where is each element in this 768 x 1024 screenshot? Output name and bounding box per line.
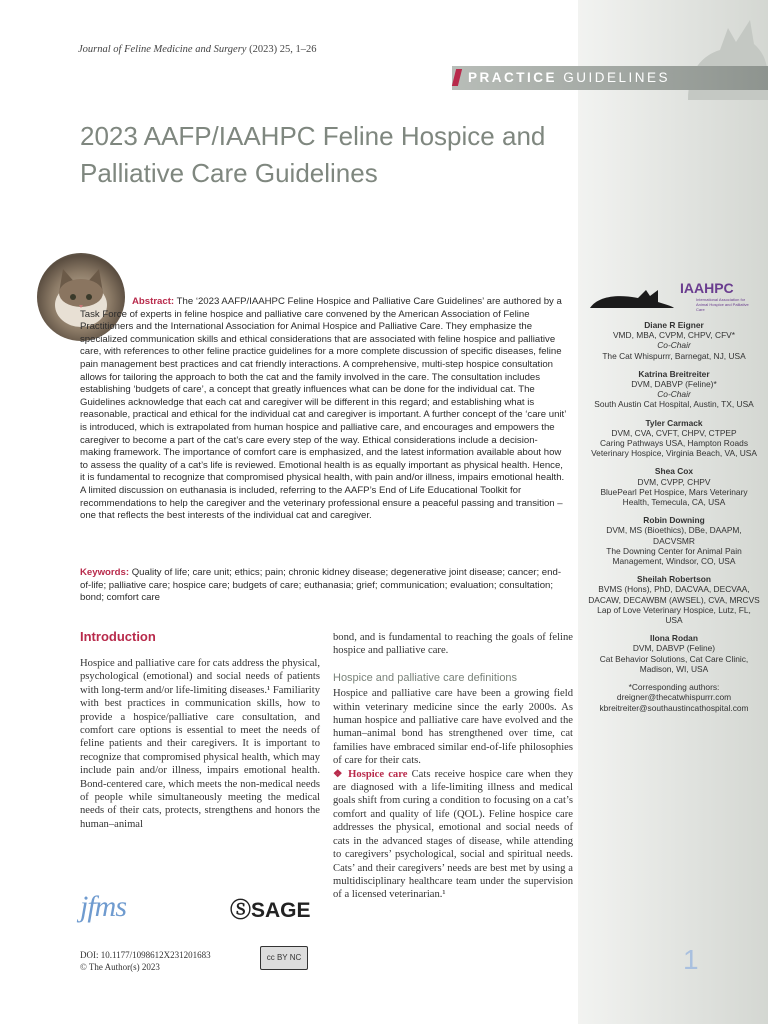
author-entry: [588, 633, 760, 674]
author-credentials: DVM, DABVP (Feline)*: [631, 379, 717, 390]
col2-top-text: bond, and is fundamental to reaching the goals of feline hospice and palliative care.: [333, 632, 573, 657]
author-name: Tyler Carmack: [645, 417, 703, 428]
col2-paragraph-2: [333, 768, 573, 902]
organization-logos: [588, 278, 758, 312]
author-credentials: DVM, CVPP, CHPV: [637, 476, 711, 487]
author-credentials: VMD, MBA, CVPM, CHPV, CFV*: [612, 330, 736, 341]
intro-column-1: Hospice and palliative care for cats address the physical, psychological (emotional) and social needs of patients with long-term and/or life-limiting diseases.¹ Familiarity with best practices in communication skills, how to provide a hospice/palliative care consultation, and comfort care options is essential to meet the needs of feline patients and their caregivers. It is important to recognize that compromised physical health, which may include pain and/or illness, impairs emotional health. Bond-centered care, which meets the non-medical needs of people while simultaneously meeting the medical needs of their cats, protects, strengthens and honors the human–animal: [80, 658, 320, 830]
author-affiliation: The Downing Center for Animal Pain Management, Windsor, CO, USA: [606, 545, 742, 567]
banner-rest: GUIDELINES: [557, 70, 671, 85]
author-affiliation: Lap of Love Veterinary Hospice, Lutz, FL, USA: [597, 604, 751, 626]
journal-name: Journal of Feline Medicine and Surgery: [78, 44, 247, 55]
keywords-label: Keywords:: [80, 567, 130, 578]
abstract: [80, 296, 568, 523]
cc-license-badge[interactable]: cc BY NC: [260, 946, 308, 970]
author-role: Co-Chair: [657, 389, 691, 400]
intro-column-2: [333, 631, 573, 902]
jfms-logo: jfms: [80, 890, 127, 923]
keywords-text: Quality of life; care unit; ethics; pain; chronic kidney disease; degenerative joint disease; cancer; end-of-life; palliative care; hospice care; budgets of care; euthanasia; grief; communication; evaluation; consultation; bond; comfort care: [80, 567, 562, 604]
doi[interactable]: DOI: 10.1177/1098612X231201683: [80, 950, 211, 960]
col2-paragraph-1: Hospice and palliative care have been a growing field within veterinary medicine since the early 2000s. As human hospice and palliative care have evolved and the human–animal bond has strengthened over time, cat families have embraced similar end-of-life philosophies of care for their cats.: [333, 688, 573, 767]
banner-bold: PRACTICE: [468, 70, 558, 85]
author-credentials: DVM, CVA, CVFT, CHPV, CTPEP: [611, 427, 737, 438]
author-entry: [588, 574, 760, 625]
author-name: Diane R Eigner: [644, 320, 704, 330]
author-affiliation: Cat Behavior Solutions, Cat Care Clinic, Madison, WI, USA: [599, 653, 749, 674]
sage-logo: [230, 894, 311, 924]
sage-s-icon: Ⓢ: [230, 899, 251, 922]
author-list: [588, 320, 760, 713]
page-number: 1: [683, 944, 699, 975]
author-entry: [588, 515, 760, 566]
hospice-care-text: Cats receive hospice care when they are diagnosed with a life-limiting illness and medical goals shift from curing a condition to focusing on a cat’s comfort and quality of life (QOL). Feline hospice care addresses the physical, emotional and social needs of cats in the advanced stages of disease, while attending to caregivers’ psychological, social and spiritual needs. Cats’ and their caregivers’ needs are best met by using a multidisciplinary healthcare team under the supervision of a licensed veterinarian.¹: [333, 768, 573, 901]
keywords: [80, 567, 568, 605]
practice-guidelines-banner: [452, 66, 768, 90]
copyright: © The Author(s) 2023: [80, 962, 160, 972]
author-affiliation: The Cat Whispurrr, Barnegat, NJ, USA: [602, 350, 746, 361]
publisher-logos: [80, 890, 320, 930]
abstract-label: Abstract:: [132, 296, 175, 307]
author-credentials: DVM, DABVP (Feline): [632, 643, 716, 654]
author-entry: [588, 320, 760, 361]
footer: [80, 949, 211, 973]
journal-citation: [78, 44, 316, 55]
author-affiliation: South Austin Cat Hospital, Austin, TX, USA: [594, 399, 754, 410]
author-entry: [588, 466, 760, 507]
page-title: 2023 AAFP/IAAHPC Feline Hospice and Palliative Care Guidelines: [80, 121, 546, 188]
banner-text: [468, 70, 670, 85]
author-affiliation: BluePearl Pet Hospice, Mars Veterinary Health, Temecula, CA, USA: [600, 486, 748, 508]
author-role: Co-Chair: [657, 340, 691, 351]
author-credentials: DVM, MS (Bioethics), DBe, DAAPM, DACVSMR: [606, 525, 742, 546]
aafp-cat-logo-icon: [588, 286, 674, 310]
introduction-heading: Introduction: [80, 629, 156, 644]
hospice-care-lead: ❖ Hospice care: [333, 768, 408, 780]
author-name: Katrina Breitreiter: [638, 368, 710, 379]
author-name: Robin Downing: [643, 515, 705, 526]
corresponding-authors: *Corresponding authors: dreigner@thecatwhispurrr.com kbreitreiter@southaustincathospital.com: [599, 682, 749, 713]
iaahpc-logo: IAAHPC: [680, 280, 734, 296]
abstract-text: The ‘2023 AAFP/IAAHPC Feline Hospice and Palliative Care Guidelines’ are authored by a Task Force of experts in feline hospice and palliative care convened by the American Association of Feline Practitioners and the International Association for Animal Hospice and Palliative Care. They emphasize the specialized communication skills and ethical considerations that are associated with feline hospice and palliative care, with references to other feline practice guidelines for a more complete discussion of specific diseases, feline pain management best practices and cat friendly interactions. A comprehensive, multi-step hospice consultation allows for tailoring the approach to both the cat and the family involved in the care. The consultation includes establishing ‘budgets of care’, a concept that greatly influences what can be done for the individual cat. The Guidelines acknowledge that each cat and caregiver will be different in this regard; and establishing what is reasonable, practical and ethical for the individual cat and caregiver is important. A further concept of the ‘care unit’ is introduced, which is extrapolated from human hospice and palliative care, and encourages and empowers the caregiver to become a part of the cat’s care every step of the way. Ethical considerations include a decision-making framework. The importance of comfort care is emphasized, and the latest information available about how to assess the quality of a cat’s life is reviewed. Emotional health is as equally important as physical health. Hence, it is fundamental to recognize that compromised physical health, with pain and/or illness, impairs emotional health. A limited discussion on euthanasia is included, referring to the AAFP’s End of Life Educational Toolkit for recommendations to help the caregiver and the veterinary professional ensure a peaceful passing and transition – one that reflects the best interests of the individual cat and caregiver.: [80, 296, 567, 522]
definitions-subheading: Hospice and palliative care definitions: [333, 671, 518, 684]
author-affiliation: Caring Pathways USA, Hampton Roads Veterinary Hospice, Virginia Beach, VA, USA: [591, 438, 757, 459]
author-name: Sheilah Robertson: [637, 574, 711, 585]
banner-slash: [452, 69, 462, 86]
iaahpc-tagline: International Association for Animal Hospice and Palliative Care: [696, 297, 749, 312]
journal-meta: (2023) 25, 1–26: [249, 44, 317, 55]
author-credentials: BVMS (Hons), PhD, DACVAA, DECVAA, DACAW, DECAWBM (AWSEL), CVA, MRCVS: [588, 584, 760, 605]
author-entry: [588, 369, 760, 410]
author-name: Shea Cox: [654, 466, 694, 477]
author-entry: [588, 418, 760, 459]
author-name: Ilona Rodan: [650, 633, 698, 644]
sage-text: SAGE: [251, 899, 311, 922]
